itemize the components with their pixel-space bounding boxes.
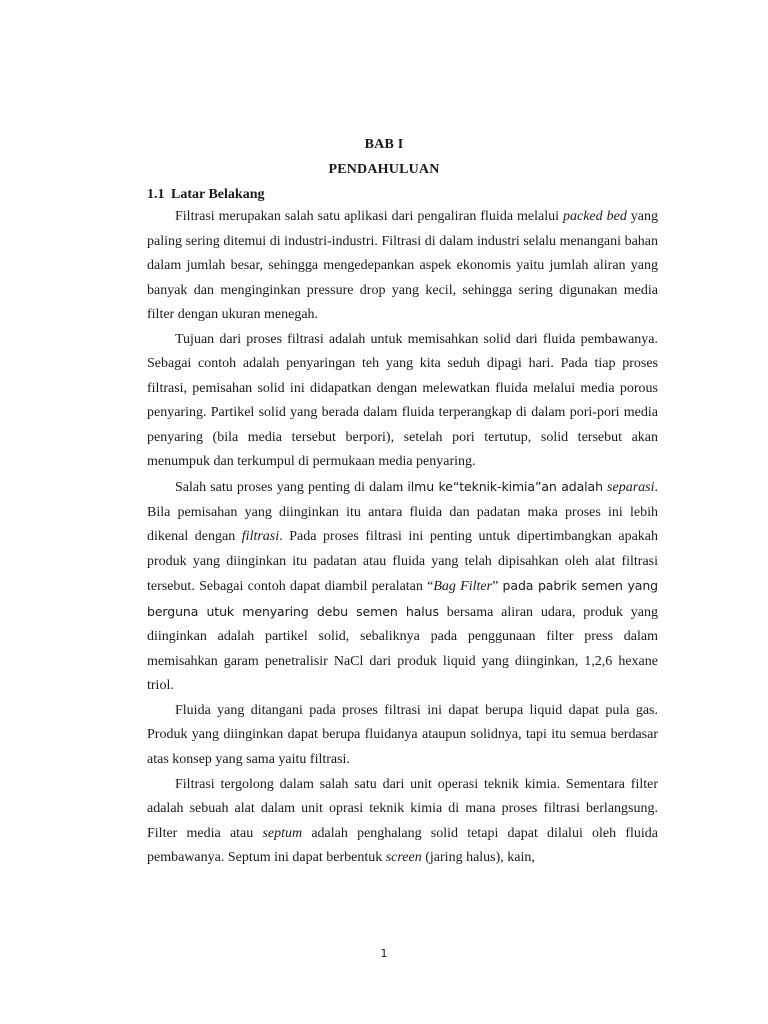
p3-text-6: bersama aliran udara, produk yang diinginkan adalah partikel solid, sebaliknya pada penggunaan filter press dalam memisahkan garam penetralisir NaCl dari produk liquid yang diinginkan, 1,2,6 hexane triol.: [147, 604, 659, 694]
chapter-title: PENDAHULUAN: [328, 162, 440, 177]
section-heading: [147, 187, 264, 203]
p5-italic-septum: septum: [262, 825, 303, 841]
section-title: Latar Belakang: [171, 187, 265, 202]
body-text: [147, 205, 658, 871]
p5-text-3: (jaring halus), kain,: [421, 850, 535, 866]
p1-italic-packed-bed: packed bed: [562, 209, 627, 224]
p3-text-5: ”: [492, 579, 503, 595]
paragraph-5: [147, 773, 658, 871]
section-number: 1.1: [147, 187, 165, 202]
p3-text-3: . Bila pemisahan yang diinginkan itu antara fluida dan padatan maka proses ini lebih dikenal dengan: [147, 480, 658, 545]
page-number: 1: [380, 947, 388, 960]
paragraph-3: [147, 475, 658, 699]
paragraph-1: [147, 205, 658, 328]
p1-text-1: Filtrasi merupakan salah satu aplikasi dari pengaliran fluida melalui: [175, 209, 563, 224]
paragraph-4: [147, 699, 658, 773]
p3-italic-separasi: separasi: [607, 480, 655, 496]
p3-sans-text-1: ilmu ke“teknik-kimia”an adalah: [407, 479, 603, 495]
p3-sans-text-2: pada pabrik semen yang berguna utuk menyaring debu semen halus: [147, 578, 659, 619]
p3-text-4: . Pada proses filtrasi ini penting untuk dipertimbangkan apakah produk yang diinginkan itu padatan atau fluida yang telah dipisahkan oleh alat filtrasi tersebut. Sebagai contoh dapat diambil peralatan “: [147, 529, 658, 595]
p3-text-1: Salah satu proses yang penting di dalam: [175, 480, 408, 496]
p2-text-1: Tujuan dari proses filtrasi adalah untuk memisahkan solid dari fluida pembawanya. Sebagai contoh adalah penyaringan teh yang kita seduh dipagi hari. Pada tiap proses filtrasi, pemisahan solid ini didapatkan dengan melewatkan fluida melalui media porous penyaring. Partikel solid yang berada dalam fluida terperangkap di dalam pori-pori media penyaring (bila media tersebut berpori), setelah pori tertutup, solid tersebut akan menumpuk dan terkumpul di permukaan media penyaring.: [147, 331, 658, 470]
paragraph-2: [147, 328, 658, 475]
p4-text-1: Fluida yang ditangani pada proses filtrasi ini dapat berupa liquid dapat pula gas. Produk yang diinginkan dapat berupa fluidanya ataupun solidnya, tapi itu semua berdasar atas konsep yang sama yaitu filtrasi.: [147, 702, 658, 768]
p3-italic-bag-filter: Bag Filter: [433, 579, 493, 595]
p5-text-2: adalah penghalang solid tetapi dapat dilalui oleh fluida pembawanya. Septum ini dapat berbentuk: [147, 825, 658, 866]
p3-italic-filtrasi: filtrasi: [241, 529, 280, 545]
p5-text-1: Filtrasi tergolong dalam salah satu dari unit operasi teknik kimia. Sementara filter adalah sebuah alat dalam unit oprasi teknik kimia di mana proses filtrasi berlangsung. Filter media atau: [147, 776, 658, 841]
p5-italic-screen: screen: [385, 850, 422, 866]
p1-text-2: yang paling sering ditemui di industri-industri. Filtrasi di dalam industri selalu menangani bahan dalam jumlah besar, sehingga mengedepankan aspek ekonomis yaitu jumlah aliran yang banyak dan menginginkan pressure drop yang kecil, sehingga sering digunakan media filter dengan ukuran menegah.: [147, 209, 659, 323]
chapter-number: BAB I: [364, 137, 404, 152]
